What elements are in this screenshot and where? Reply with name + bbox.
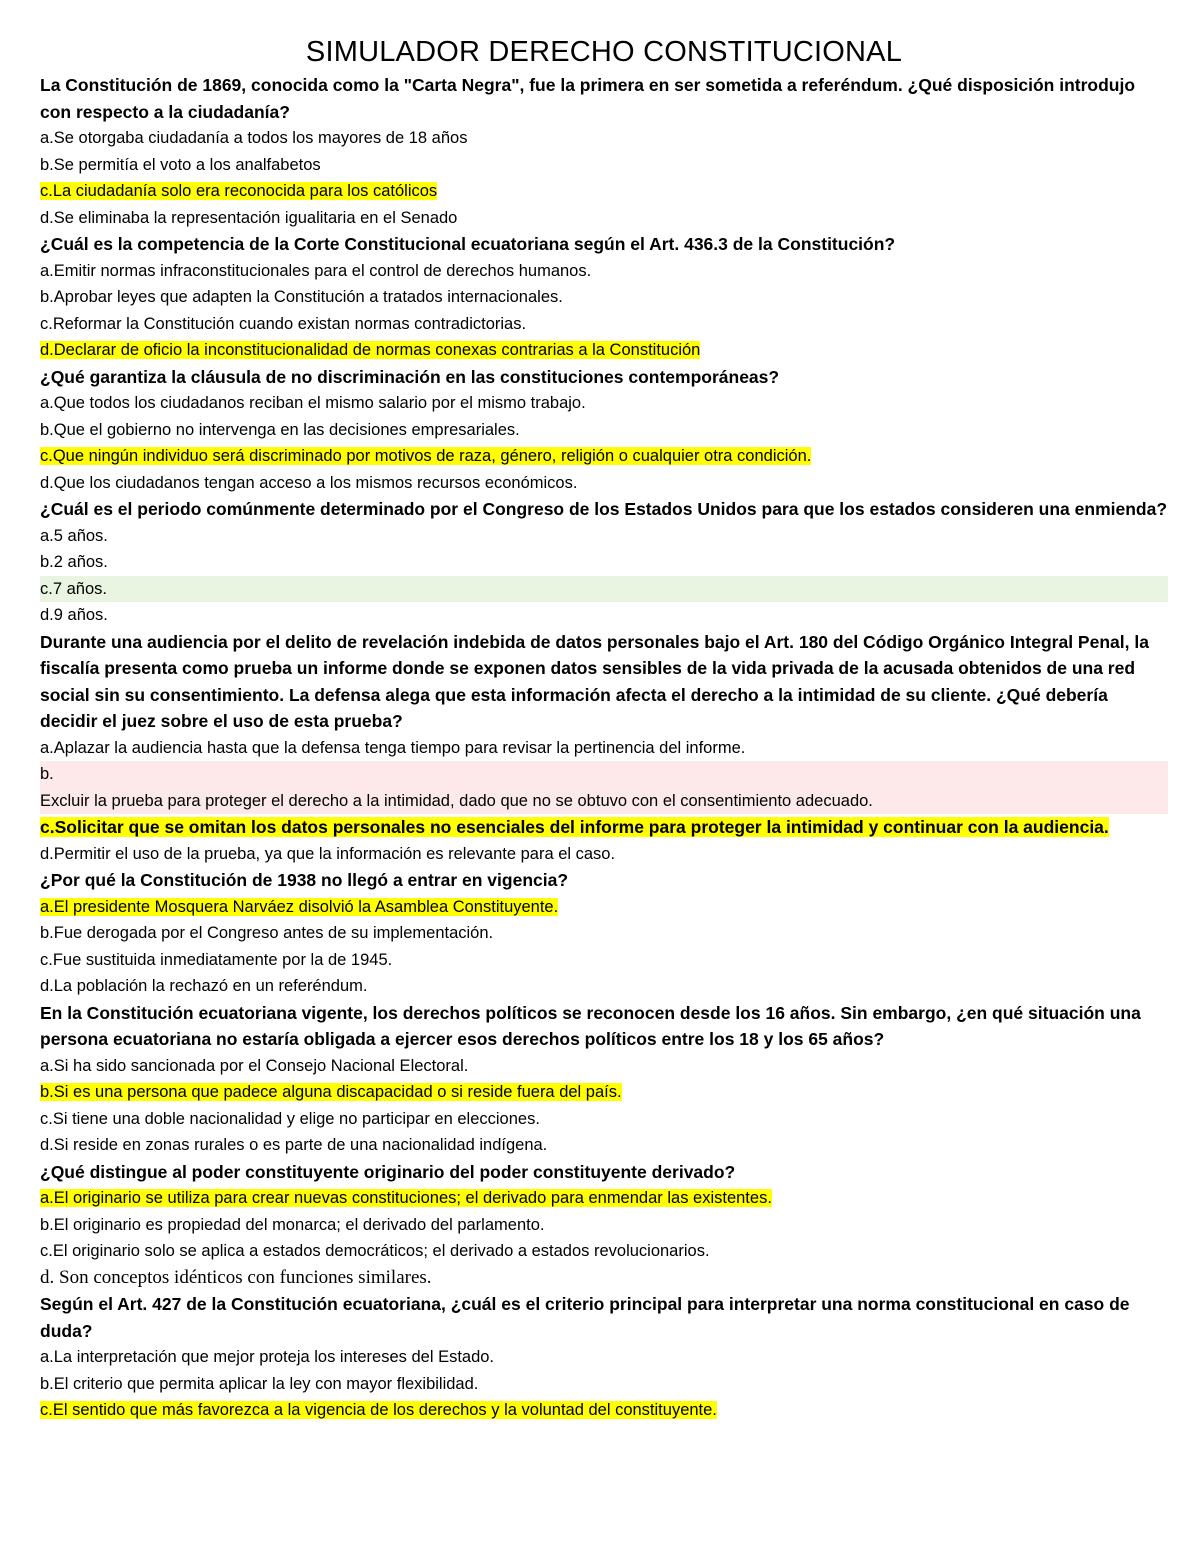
q6-option-d: d.La población la rechazó en un referéndum. bbox=[40, 977, 368, 995]
q1-option-d: d.Se eliminaba la representación igualitaria en el Senado bbox=[40, 208, 458, 227]
q5-option-a: a.Aplazar la audiencia hasta que la defensa tenga tiempo para revisar la pertinencia del informe. bbox=[40, 738, 746, 757]
q5-option-b: Excluir la prueba para proteger el derecho a la intimidad, dado que no se obtuvo con el consentimiento adecuado. bbox=[40, 791, 873, 810]
q9-option-b: b.El criterio que permita aplicar la ley con mayor flexibilidad. bbox=[40, 1374, 479, 1393]
q4-option-a: a.5 años. bbox=[40, 526, 108, 545]
question-3: ¿Qué garantiza la cláusula de no discriminación en las constituciones contemporáneas? bbox=[40, 366, 780, 387]
q6-option-a: a.El presidente Mosquera Narváez disolvió la Asamblea Constituyente. bbox=[40, 897, 559, 916]
q1-option-a: a.Se otorgaba ciudadanía a todos los mayores de 18 años bbox=[40, 129, 468, 147]
q1-option-b: b.Se permitía el voto a los analfabetos bbox=[40, 155, 321, 174]
q3-option-b: b.Que el gobierno no intervenga en las decisiones empresariales. bbox=[40, 420, 520, 439]
q1-option-c: c.La ciudadanía solo era reconocida para los católicos bbox=[40, 182, 438, 200]
q3-option-a: a.Que todos los ciudadanos reciban el mismo salario por el mismo trabajo. bbox=[40, 394, 586, 412]
q2-option-b: b.Aprobar leyes que adapten la Constitución a tratados internacionales. bbox=[40, 288, 563, 306]
question-1: La Constitución de 1869, conocida como la "Carta Negra", fue la primera en ser sometida a referéndum. ¿Qué disposición introdujo con respecto a la ciudadanía? bbox=[40, 75, 1136, 122]
question-5: Durante una audiencia por el delito de revelación indebida de datos personales bajo el Art. 180 del Código Orgánico Integral Penal, la fiscalía presenta como prueba un informe donde se exponen datos sensibles de la vida privada de la acusada obtenidos de una red social sin su consentimiento. La defensa alega que esta información afecta el derecho a la intimidad de su cliente. ¿Qué debería decidir el juez sobre el uso de esta prueba? bbox=[40, 631, 1149, 731]
question-9: Según el Art. 427 de la Constitución ecuatoriana, ¿cuál es el criterio principal para interpretar una norma constitucional en caso de duda? bbox=[40, 1294, 1130, 1341]
q8-option-c: c.El originario solo se aplica a estados democráticos; el derivado a estados revolucionarios. bbox=[40, 1242, 710, 1260]
q2-option-a: a.Emitir normas infraconstitucionales para el control de derechos humanos. bbox=[40, 261, 592, 280]
q4-option-b: b.2 años. bbox=[40, 553, 108, 571]
q8-option-d: d. Son conceptos idénticos con funciones similares. bbox=[40, 1266, 432, 1288]
q7-option-b: b.Si es una persona que padece alguna discapacidad o si reside fuera del país. bbox=[40, 1083, 622, 1101]
q6-option-c: c.Fue sustituida inmediatamente por la de 1945. bbox=[40, 950, 393, 969]
q9-option-c: c.El sentido que más favorezca a la vigencia de los derechos y la voluntad del constituyente. bbox=[40, 1401, 717, 1419]
q5-option-c: c.Solicitar que se omitan los datos personales no esenciales del informe para proteger la intimidad y continuar con la audiencia. bbox=[40, 817, 1109, 837]
question-8: ¿Qué distingue al poder constituyente originario del poder constituyente derivado? bbox=[40, 1161, 736, 1182]
q7-option-d: d.Si reside en zonas rurales o es parte de una nacionalidad indígena. bbox=[40, 1136, 548, 1154]
q6-option-b: b.Fue derogada por el Congreso antes de su implementación. bbox=[40, 924, 494, 942]
q8-option-b: b.El originario es propiedad del monarca; el derivado del parlamento. bbox=[40, 1215, 545, 1234]
page-title: SIMULADOR DERECHO CONSTITUCIONAL bbox=[305, 36, 903, 68]
q3-option-c: c.Que ningún individuo será discriminado por motivos de raza, género, religión o cualquier otra condición. bbox=[40, 447, 812, 465]
q3-option-d: d.Que los ciudadanos tengan acceso a los mismos recursos económicos. bbox=[40, 473, 578, 492]
q8-option-a: a.El originario se utiliza para crear nuevas constituciones; el derivado para enmendar las existentes. bbox=[40, 1189, 772, 1207]
q2-option-d: d.Declarar de oficio la inconstitucionalidad de normas conexas contrarias a la Constitución bbox=[40, 341, 701, 359]
question-4: ¿Cuál es el periodo comúnmente determinado por el Congreso de los Estados Unidos para que los estados consideren una enmienda? bbox=[40, 499, 1168, 519]
q5-option-d: d.Permitir el uso de la prueba, ya que la información es relevante para el caso. bbox=[40, 844, 616, 863]
q9-option-a: a.La interpretación que mejor proteja los intereses del Estado. bbox=[40, 1348, 495, 1366]
q4-option-c: c.7 años. bbox=[40, 576, 1168, 603]
q7-option-a: a.Si ha sido sancionada por el Consejo Nacional Electoral. bbox=[40, 1056, 469, 1075]
question-2: ¿Cuál es la competencia de la Corte Constitucional ecuatoriana según el Art. 436.3 de la Constitución? bbox=[40, 234, 896, 254]
question-7: En la Constitución ecuatoriana vigente, los derechos políticos se reconocen desde los 16 años. Sin embargo, ¿en qué situación una persona ecuatoriana no estaría obligada a ejercer esos derechos políticos entre los 18 y los 65 años? bbox=[40, 1002, 1141, 1049]
q5-option-b-block bbox=[40, 761, 1168, 814]
question-6: ¿Por qué la Constitución de 1938 no llegó a entrar en vigencia? bbox=[40, 870, 569, 890]
q4-option-d: d.9 años. bbox=[40, 606, 108, 624]
q2-option-c: c.Reformar la Constitución cuando existan normas contradictorias. bbox=[40, 314, 527, 333]
q5-option-b-label: b. bbox=[40, 765, 54, 783]
q7-option-c: c.Si tiene una doble nacionalidad y elige no participar en elecciones. bbox=[40, 1109, 540, 1128]
